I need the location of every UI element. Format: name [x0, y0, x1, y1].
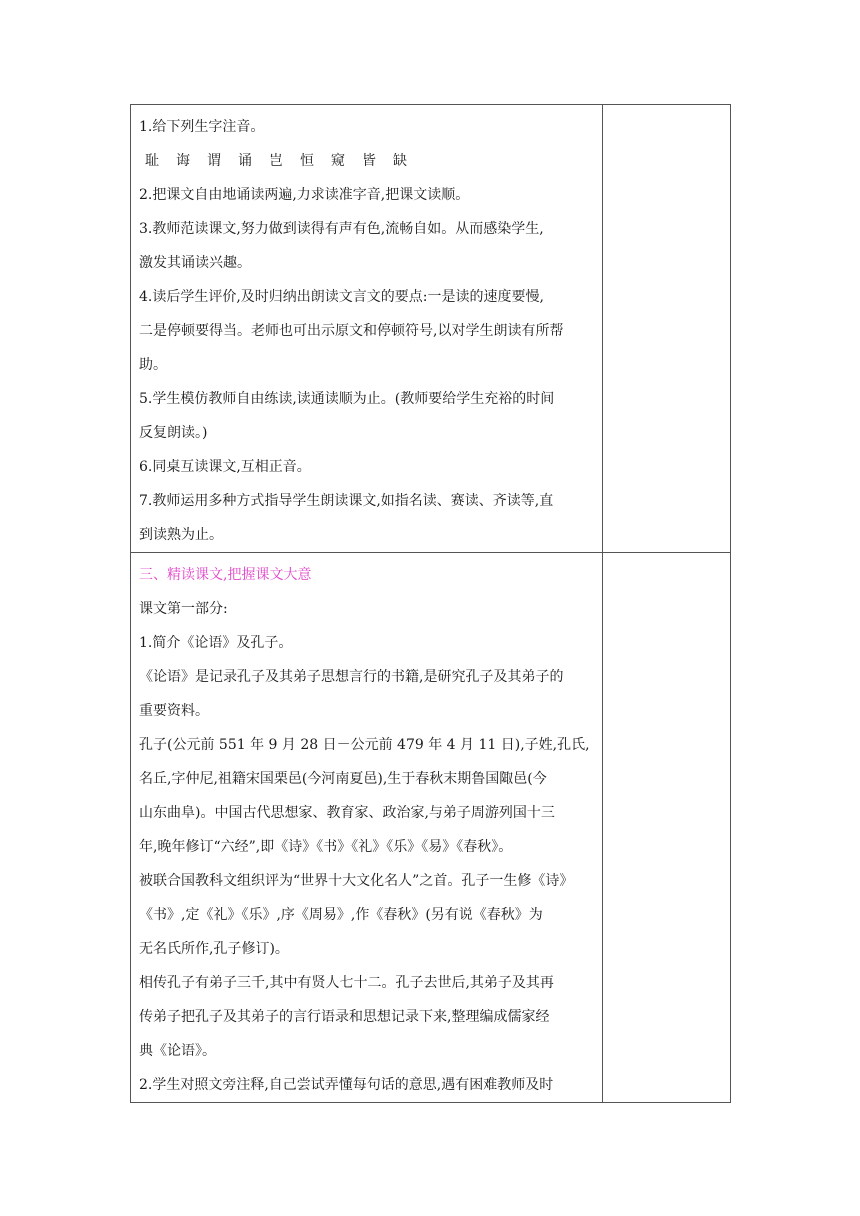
character: 缺: [393, 153, 407, 169]
disciples-line: 传弟子把孔子及其弟子的言行语录和思想记录下来,整理编成儒家经: [139, 1009, 550, 1025]
item-7-line: 7.教师运用多种方式指导学生朗读课文,如指名读、赛读、齐读等,直: [139, 493, 554, 509]
table-row: [131, 553, 731, 1103]
character: 恒: [300, 153, 314, 169]
item-1: 1.简介《论语》及孔子。: [139, 635, 293, 651]
character: 窥: [331, 153, 345, 169]
character: 皆: [362, 153, 376, 169]
item-7-line: 到读熟为止。: [139, 527, 223, 543]
kongzi-bio-line: 《书》,定《礼》《乐》,序《周易》,作《春秋》(另有说《春秋》为: [139, 907, 543, 923]
character: 谓: [207, 153, 221, 169]
kongzi-bio-line: 山东曲阜)。中国古代思想家、教育家、政治家,与弟子周游列国十三: [139, 805, 555, 821]
item-2: 2.学生对照文旁注释,自己尝试弄懂每句话的意思,遇有困难教师及时: [139, 1077, 554, 1093]
item-6: 6.同桌互读课文,互相正音。: [139, 459, 311, 475]
item-1: 1.给下列生字注音。: [139, 119, 265, 135]
kongzi-bio-line: 孔子(公元前 551 年 9 月 28 日－公元前 479 年 4 月 11 日),子姓,孔氏,: [139, 737, 590, 753]
disciples-line: 典《论语》。: [139, 1043, 216, 1059]
lunyu-intro-line: 重要资料。: [139, 703, 209, 719]
character: 诲: [176, 153, 190, 169]
notes-cell: [603, 553, 731, 1103]
disciples-line: 相传孔子有弟子三千,其中有贤人七十二。孔子去世后,其弟子及其再: [139, 975, 554, 991]
item-4-line: 二是停顿要得当。老师也可出示原文和停顿符号,以对学生朗读有所帮: [139, 323, 564, 339]
character: 诵: [238, 153, 252, 169]
lunyu-intro-line: 《论语》是记录孔子及其弟子思想言行的书籍,是研究孔子及其弟子的: [139, 669, 564, 685]
kongzi-bio-line: 名丘,字仲尼,祖籍宋国栗邑(今河南夏邑),生于春秋末期鲁国陬邑(今: [139, 771, 547, 787]
part-label: 课文第一部分:: [139, 601, 228, 617]
new-characters-list: [139, 144, 594, 178]
section-heading: 三、精读课文,把握课文大意: [139, 567, 312, 583]
lesson-plan-table: [130, 104, 731, 1103]
notes-cell: [603, 105, 731, 553]
item-4-line: 4.读后学生评价,及时归纳出朗读文言文的要点:一是读的速度要慢,: [139, 289, 544, 305]
table-row: [131, 105, 731, 553]
item-3-line: 激发其诵读兴趣。: [139, 255, 251, 271]
main-cell: [131, 553, 603, 1103]
item-5-line: 反复朗读。): [139, 425, 208, 441]
item-2: 2.把课文自由地诵读两遍,力求读准字音,把课文读顺。: [139, 187, 470, 203]
kongzi-bio-line: 无名氏所作,孔子修订)。: [139, 941, 289, 957]
kongzi-bio-line: 年,晚年修订“六经”,即《诗》《书》《礼》《乐》《易》《春秋》。: [139, 839, 513, 855]
kongzi-bio-line: 被联合国教科文组织评为“世界十大文化名人”之首。孔子一生修《诗》: [139, 873, 574, 889]
item-4-line: 助。: [139, 357, 167, 373]
character: 耻: [145, 153, 159, 169]
main-cell: [131, 105, 603, 553]
item-5-line: 5.学生模仿教师自由练读,读通读顺为止。(教师要给学生充裕的时间: [139, 391, 555, 407]
character: 岂: [269, 153, 283, 169]
item-3-line: 3.教师范读课文,努力做到读得有声有色,流畅自如。从而感染学生,: [139, 221, 544, 237]
